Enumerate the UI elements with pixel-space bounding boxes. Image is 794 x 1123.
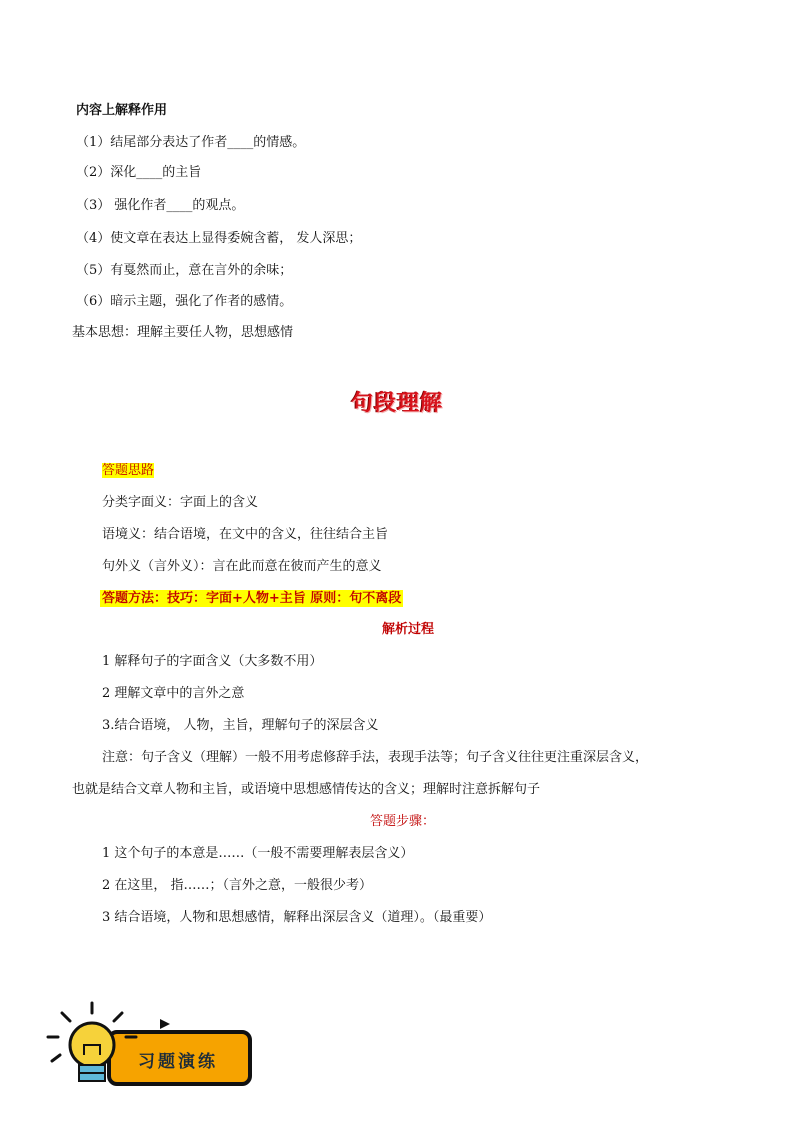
definition-line: 分类字面义：字面上的含义 (102, 495, 259, 510)
list-item: （6）暗示主题，强化了作者的感情。 (76, 294, 293, 309)
process-item: 1 解释句子的字面含义（大多数不用） (102, 654, 323, 669)
process-title: 解析过程 (382, 622, 435, 637)
answer-method (100, 590, 403, 608)
process-item: 3.结合语境， 人物，主旨，理解句子的深层含义 (102, 718, 379, 733)
answer-idea-label (102, 462, 154, 480)
answer-idea-highlight: 答题思路 (102, 463, 155, 478)
step-item: 1 这个句子的本意是……（一般不需要理解表层含义） (102, 846, 414, 861)
basic-thought: 基本思想：理解主要任人物，思想感情 (72, 325, 294, 340)
note-line: 也就是结合文章人物和主旨，或语境中思想感情传达的含义；理解时注意拆解句子 (72, 782, 541, 797)
step-item: 3 结合语境，人物和思想感情，解释出深层含义（道理）。（最重要） (102, 910, 492, 925)
list-item: （5）有戛然而止，意在言外的余味； (76, 263, 293, 278)
list-item: （3） 强化作者____的观点。 (76, 198, 245, 213)
steps-title: 答题步骤： (370, 814, 436, 829)
process-item: 2 理解文章中的言外之意 (102, 686, 245, 701)
section-title: 句段理解 (350, 391, 443, 416)
list-item: （4）使文章在表达上显得委婉含蓄， 发人深思； (76, 231, 362, 246)
definition-line: 句外义（言外义）：言在此而意在彼而产生的意义 (102, 559, 382, 574)
light-bulb-icon (40, 995, 150, 1095)
list-item: （1）结尾部分表达了作者____的情感。 (76, 135, 306, 150)
definition-line: 语境义：结合语境，在文中的含义，往往结合主旨 (102, 527, 389, 542)
step-item: 2 在这里， 指……；（言外之意，一般很少考） (102, 878, 373, 893)
list-item: （2）深化____的主旨 (76, 165, 202, 180)
practice-label: 习题演练 (138, 1052, 218, 1072)
section-heading: 内容上解释作用 (76, 103, 168, 118)
play-arrow-icon (158, 1017, 172, 1031)
note-line: 注意：句子含义（理解）一般不用考虑修辞手法，表现手法等；句子含义往往更注重深层含义， (102, 750, 649, 765)
answer-method-highlight: 答题方法：技巧：字面+人物+主旨 原则：句不离段 (102, 591, 402, 606)
